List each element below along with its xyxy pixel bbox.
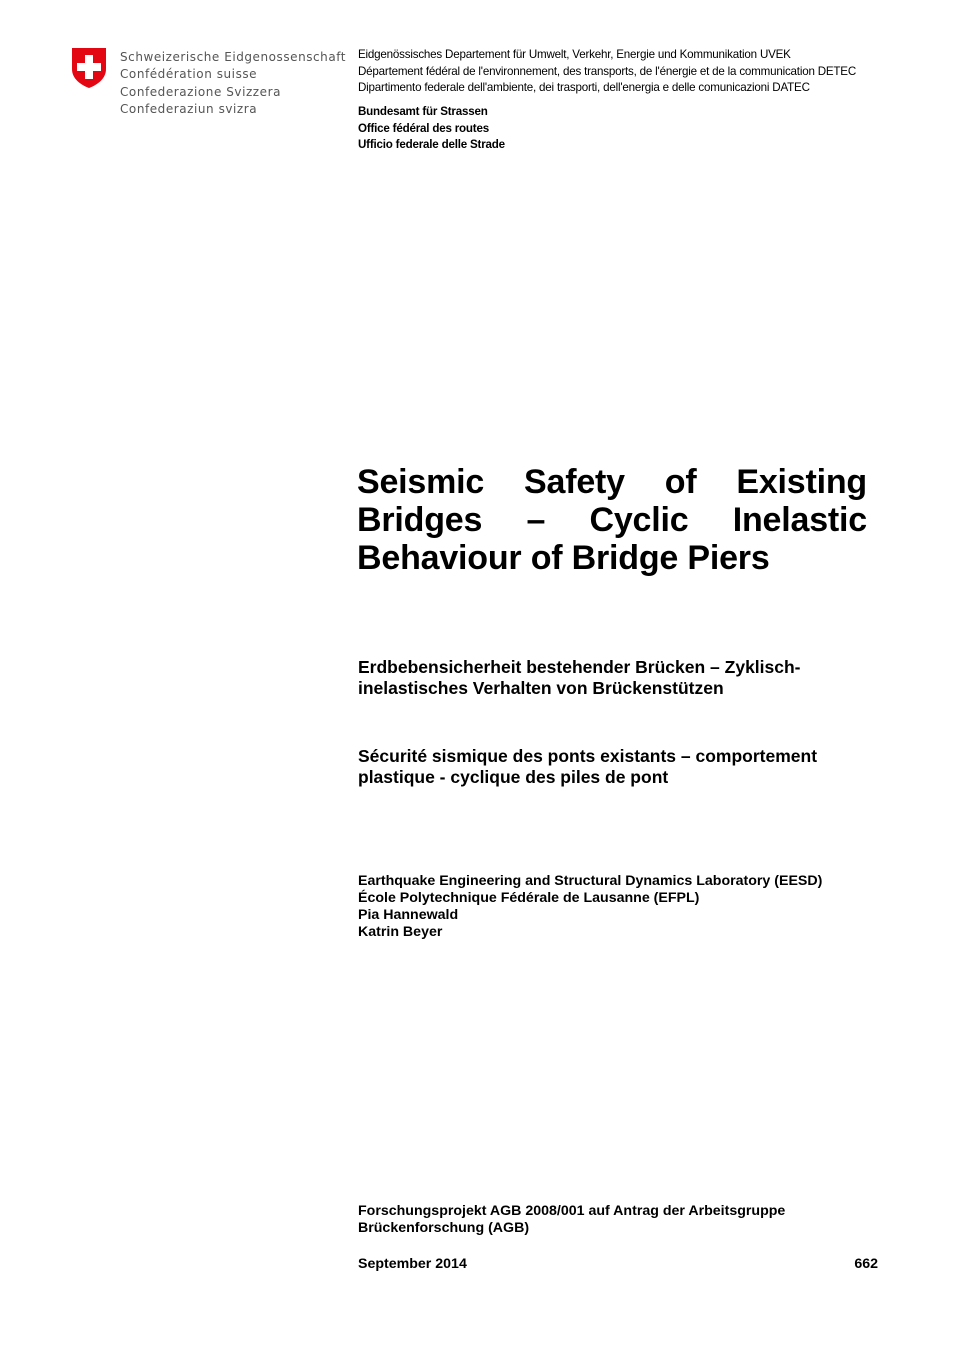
department-header xyxy=(358,47,856,97)
project-reference: Forschungsprojekt AGB 2008/001 auf Antrag der Arbeitsgruppe Brückenforschung (AGB) xyxy=(358,1203,786,1236)
department-line-de: Eidgenössisches Departement für Umwelt, Verkehr, Energie und Kommunikation UVEK xyxy=(358,48,791,61)
swiss-cross-shield-icon xyxy=(71,47,107,89)
subtitle-french: Sécurité sismique des ponts existants – comportement plastique - cyclique des piles de pont xyxy=(358,746,818,787)
author-name-2: Katrin Beyer xyxy=(358,924,443,940)
author-institution: École Polytechnique Fédérale de Lausanne (EFPL) xyxy=(358,890,700,906)
confederation-name-fr: Confédération suisse xyxy=(120,67,258,82)
confederation-name-it: Confederazione Svizzera xyxy=(120,84,281,99)
office-line-de: Bundesamt für Strassen xyxy=(358,105,488,118)
author-lab: Earthquake Engineering and Structural Dynamics Laboratory (EESD) xyxy=(358,873,823,889)
office-line-it: Ufficio federale delle Strade xyxy=(358,138,505,152)
department-line-fr: Département fédéral de l'environnement, des transports, de l'énergie et de la communication DETEC xyxy=(358,64,856,78)
report-number: 662 xyxy=(854,1256,878,1272)
confederation-wordmark xyxy=(120,49,346,118)
department-line-it: Dipartimento federale dell'ambiente, dei trasporti, dell'energia e delle comunicazioni DATEC xyxy=(358,81,810,95)
authors-block xyxy=(358,873,822,941)
report-title: Seismic Safety of Existing Bridges – Cyclic Inelastic Behaviour of Bridge Piers xyxy=(357,463,867,577)
office-line-fr: Office fédéral des routes xyxy=(358,121,489,135)
publication-date: September 2014 xyxy=(358,1256,467,1272)
subtitle-german: Erdbebensicherheit bestehender Brücken – Zyklisch-inelastisches Verhalten von Brückenstützen xyxy=(358,657,801,698)
author-name-1: Pia Hannewald xyxy=(358,907,459,923)
office-header xyxy=(358,104,505,154)
confederation-name-rm: Confederaziun svizra xyxy=(120,101,258,116)
confederation-name-de: Schweizerische Eidgenossenschaft xyxy=(120,50,347,64)
